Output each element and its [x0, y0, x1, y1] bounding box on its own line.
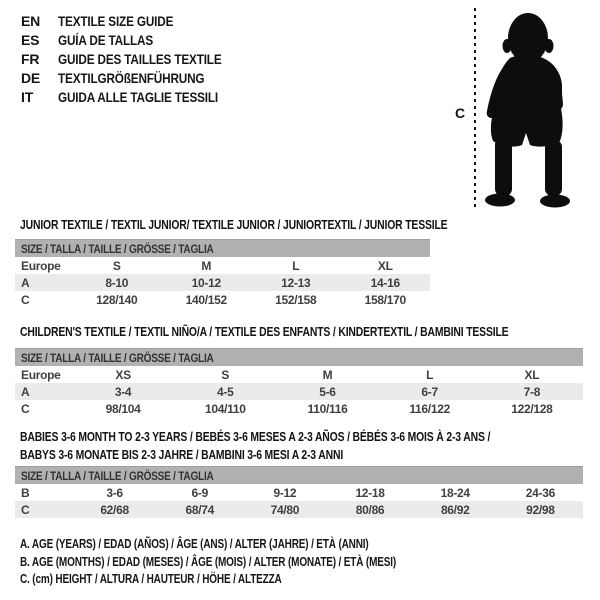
- row-label: A: [15, 383, 72, 400]
- size-cell: 24-36: [525, 485, 555, 500]
- size-cell: 4-5: [174, 383, 276, 400]
- size-cell: 3-6: [106, 485, 123, 500]
- size-cell: 158/170: [364, 292, 406, 307]
- footnote-text: A. AGE (YEARS) / EDAD (AÑOS) / ÂGE (ANS) / ALTER (JAHRE) / ETÀ (ANNI): [20, 537, 369, 551]
- section-title-babies: [20, 428, 600, 464]
- size-cell: 80/86: [327, 501, 412, 518]
- size-cell: 152/158: [275, 292, 317, 307]
- language-code: DE: [21, 69, 41, 86]
- size-table-junior: [15, 239, 430, 308]
- size-cell: M: [322, 367, 333, 382]
- size-cell: 8-10: [72, 274, 162, 291]
- size-cell: XS: [115, 367, 131, 382]
- size-cell: 92/98: [498, 501, 583, 518]
- size-cell: 3-4: [72, 383, 174, 400]
- size-cell: 12-13: [251, 274, 341, 291]
- section-title-children: [20, 323, 600, 341]
- size-header-label: SIZE / TALLA / TAILLE / GRÖSSE / TAGLIA: [21, 241, 214, 256]
- footnote-text: C. (cm) HEIGHT / ALTURA / HAUTEUR / HÖHE / ALTEZZA: [20, 572, 282, 586]
- table-header-row: [15, 240, 430, 258]
- baby-silhouette-icon: [482, 10, 577, 208]
- size-cell: 18-24: [440, 485, 470, 500]
- row-label: C: [21, 401, 30, 416]
- size-cell: 98/104: [105, 401, 141, 416]
- row-label: C: [15, 501, 72, 518]
- section-title-text: JUNIOR TEXTILE / TEXTIL JUNIOR/ TEXTILE JUNIOR / JUNIORTEXTIL / JUNIOR TESSILE: [20, 217, 448, 232]
- size-cell: 7-8: [481, 383, 583, 400]
- size-cell: XL: [377, 258, 393, 273]
- guide-title: GUÍA DE TALLAS: [58, 31, 153, 48]
- footnote-b: [20, 554, 490, 572]
- footnotes: [20, 536, 490, 589]
- table-row: [15, 291, 430, 308]
- footnote-c: [20, 571, 490, 589]
- row-label: A: [15, 274, 72, 291]
- guide-title: GUIDE DES TAILLES TEXTILE: [58, 50, 222, 67]
- size-cell: L: [426, 367, 434, 382]
- list-item: [21, 49, 253, 68]
- language-list: [21, 11, 253, 106]
- section-title-text: BABYS 3-6 MONATE BIS 2-3 JAHRE / BAMBINI 3-6 MESI A 2-3 ANNI: [20, 447, 344, 462]
- section-title-text: BABIES 3-6 MONTH TO 2-3 YEARS / BEBÉS 3-6 MESES A 2-3 AÑOS / BÉBÉS 3-6 MOIS À 2-3 ANS /: [20, 429, 491, 444]
- section-title-text: CHILDREN'S TEXTILE / TEXTIL NIÑO/A / TEXTILE DES ENFANTS / KINDERTEXTIL / BAMBINI TESSILE: [20, 324, 509, 339]
- table-row: [15, 501, 583, 518]
- table-header-row: [15, 467, 583, 485]
- language-code: IT: [21, 88, 34, 105]
- row-label: Europe: [21, 367, 61, 382]
- size-cell: 9-12: [273, 485, 297, 500]
- size-cell: 68/74: [157, 501, 242, 518]
- table-row: [15, 274, 430, 291]
- size-cell: 128/140: [96, 292, 138, 307]
- size-table-children: [15, 348, 583, 417]
- table-row: [15, 400, 583, 417]
- list-item: [21, 87, 253, 106]
- size-cell: 116/122: [409, 401, 450, 416]
- size-cell: S: [112, 258, 121, 273]
- size-cell: S: [221, 367, 230, 382]
- height-measure-line: [474, 8, 476, 210]
- table-header-row: [15, 349, 583, 367]
- guide-title: TEXTILGRÖßENFÜHRUNG: [58, 69, 205, 86]
- row-label: B: [21, 485, 30, 500]
- size-cell: XL: [524, 367, 540, 382]
- size-cell: 140/152: [185, 292, 227, 307]
- size-table-babies: [15, 466, 583, 518]
- size-cell: M: [201, 258, 212, 273]
- size-cell: 74/80: [242, 501, 327, 518]
- table-row: [15, 484, 583, 501]
- size-cell: 104/110: [204, 401, 246, 416]
- list-item: [21, 11, 253, 30]
- language-code: EN: [21, 12, 41, 29]
- language-code: FR: [21, 50, 40, 67]
- size-header-label: SIZE / TALLA / TAILLE / GRÖSSE / TAGLIA: [21, 350, 214, 365]
- size-cell: 6-7: [379, 383, 481, 400]
- size-cell: 86/92: [413, 501, 498, 518]
- guide-title: TEXTILE SIZE GUIDE: [58, 12, 174, 29]
- guide-title: GUIDA ALLE TAGLIE TESSILI: [58, 88, 219, 105]
- language-code: ES: [21, 31, 40, 48]
- table-row: [15, 366, 583, 383]
- list-item: [21, 30, 253, 49]
- footnote-a: [20, 536, 490, 554]
- size-cell: 10-12: [162, 274, 252, 291]
- size-cell: 110/116: [307, 401, 348, 416]
- size-cell: 6-9: [191, 485, 208, 500]
- size-cell: 14-16: [341, 274, 431, 291]
- row-label: C: [21, 292, 30, 307]
- section-title-junior: [20, 216, 554, 234]
- size-cell: 5-6: [276, 383, 378, 400]
- table-row: [15, 257, 430, 274]
- size-cell: L: [292, 258, 300, 273]
- height-measure-label: C: [455, 105, 466, 121]
- size-cell: 12-18: [355, 485, 385, 500]
- size-header-label: SIZE / TALLA / TAILLE / GRÖSSE / TAGLIA: [21, 468, 214, 483]
- footnote-text: B. AGE (MONTHS) / EDAD (MESES) / ÂGE (MOIS) / ALTER (MONATE) / ETÀ (MESI): [20, 554, 397, 569]
- list-item: [21, 68, 253, 87]
- size-cell: 62/68: [72, 501, 157, 518]
- table-row: [15, 383, 583, 400]
- row-label: Europe: [21, 258, 61, 273]
- size-cell: 122/128: [511, 401, 553, 416]
